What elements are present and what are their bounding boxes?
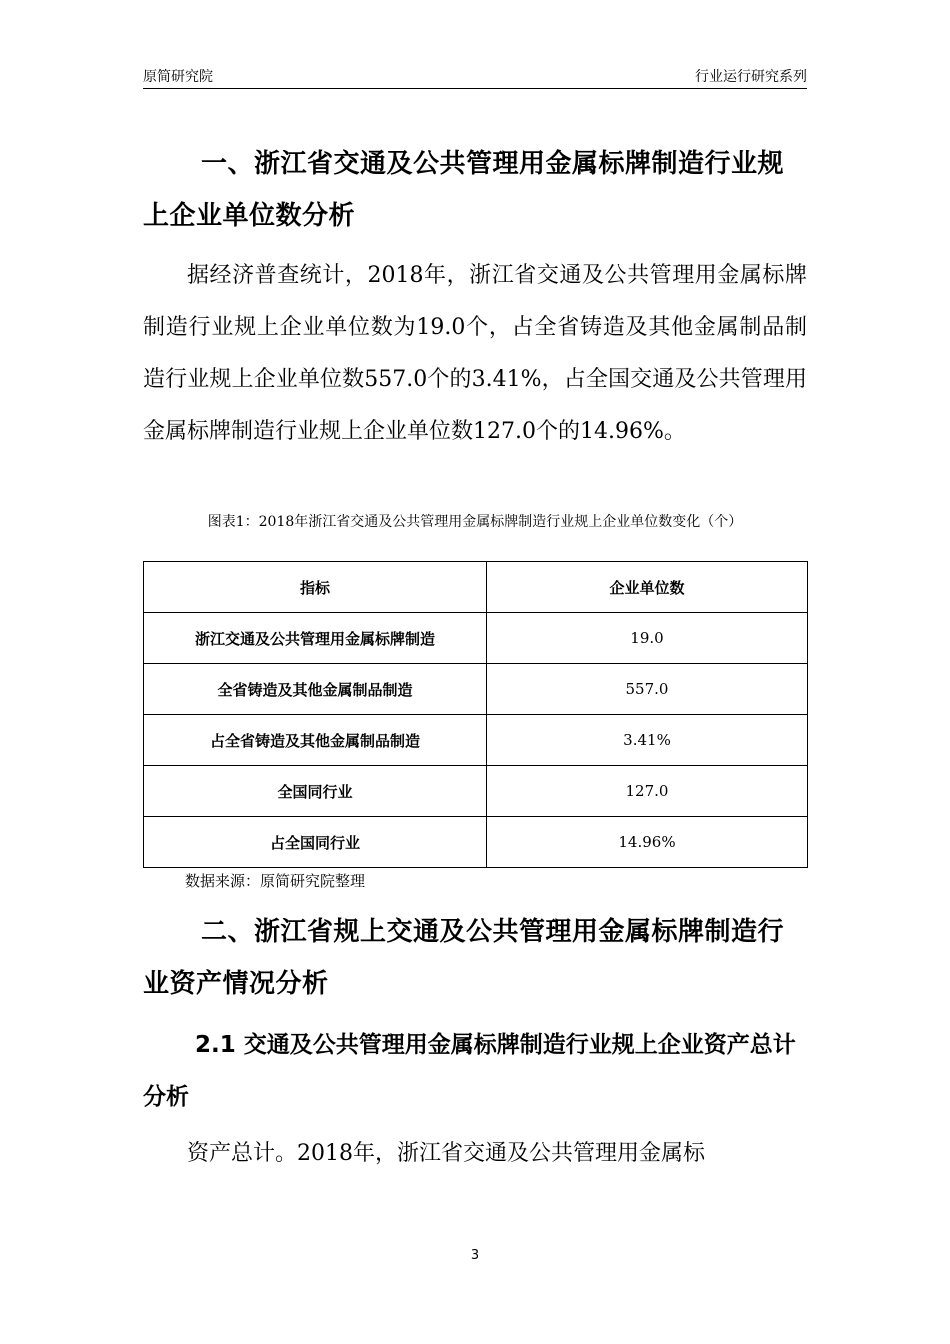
row-label: 全省铸造及其他金属制品制造 <box>144 664 487 715</box>
table1-caption: 图表1：2018年浙江省交通及公共管理用金属标牌制造行业规上企业单位数变化（个） <box>207 514 743 530</box>
row-value: 127.0 <box>487 766 808 817</box>
page-number: 3 <box>470 1248 480 1263</box>
section2-subtitle: 2.1 交通及公共管理用金属标牌制造行业规上企业资产总计分析 <box>143 1032 796 1110</box>
row-label: 浙江交通及公共管理用金属标牌制造 <box>144 613 487 664</box>
row-label: 全国同行业 <box>144 766 487 817</box>
section1-title: 一、浙江省交通及公共管理用金属标牌制造行业规上企业单位数分析 <box>143 149 785 231</box>
row-value: 557.0 <box>487 664 808 715</box>
row-label: 占全国同行业 <box>144 817 487 868</box>
table-header-indicator: 指标 <box>144 562 487 613</box>
row-label: 占全省铸造及其他金属制品制造 <box>144 715 487 766</box>
table-header-row <box>144 562 808 613</box>
table-row <box>144 613 808 664</box>
unit-count-table <box>143 561 808 868</box>
header-org-name: 原简研究院 <box>143 69 213 85</box>
table-row <box>144 715 808 766</box>
row-value: 19.0 <box>487 613 808 664</box>
table-row <box>144 766 808 817</box>
page-header <box>143 66 807 89</box>
table1-source: 数据来源：原简研究院整理 <box>185 872 366 890</box>
table-row <box>144 664 808 715</box>
header-series-name: 行业运行研究系列 <box>695 69 807 85</box>
row-value: 3.41% <box>487 715 808 766</box>
section2-paragraph: 资产总计。2018年，浙江省交通及公共管理用金属标 <box>187 1141 705 1166</box>
table-row <box>144 817 808 868</box>
section1-paragraph: 据经济普查统计，2018年，浙江省交通及公共管理用金属标牌制造行业规上企业单位数为19.0个，占全省铸造及其他金属制品制造行业规上企业单位数557.0个的3.41%，占全国交通及公共管理用金属标牌制造行业规上企业单位数127.0个的14.96%。 <box>143 263 807 444</box>
table-header-unit-count: 企业单位数 <box>487 562 808 613</box>
section2-title: 二、浙江省规上交通及公共管理用金属标牌制造行业资产情况分析 <box>143 917 785 999</box>
row-value: 14.96% <box>487 817 808 868</box>
